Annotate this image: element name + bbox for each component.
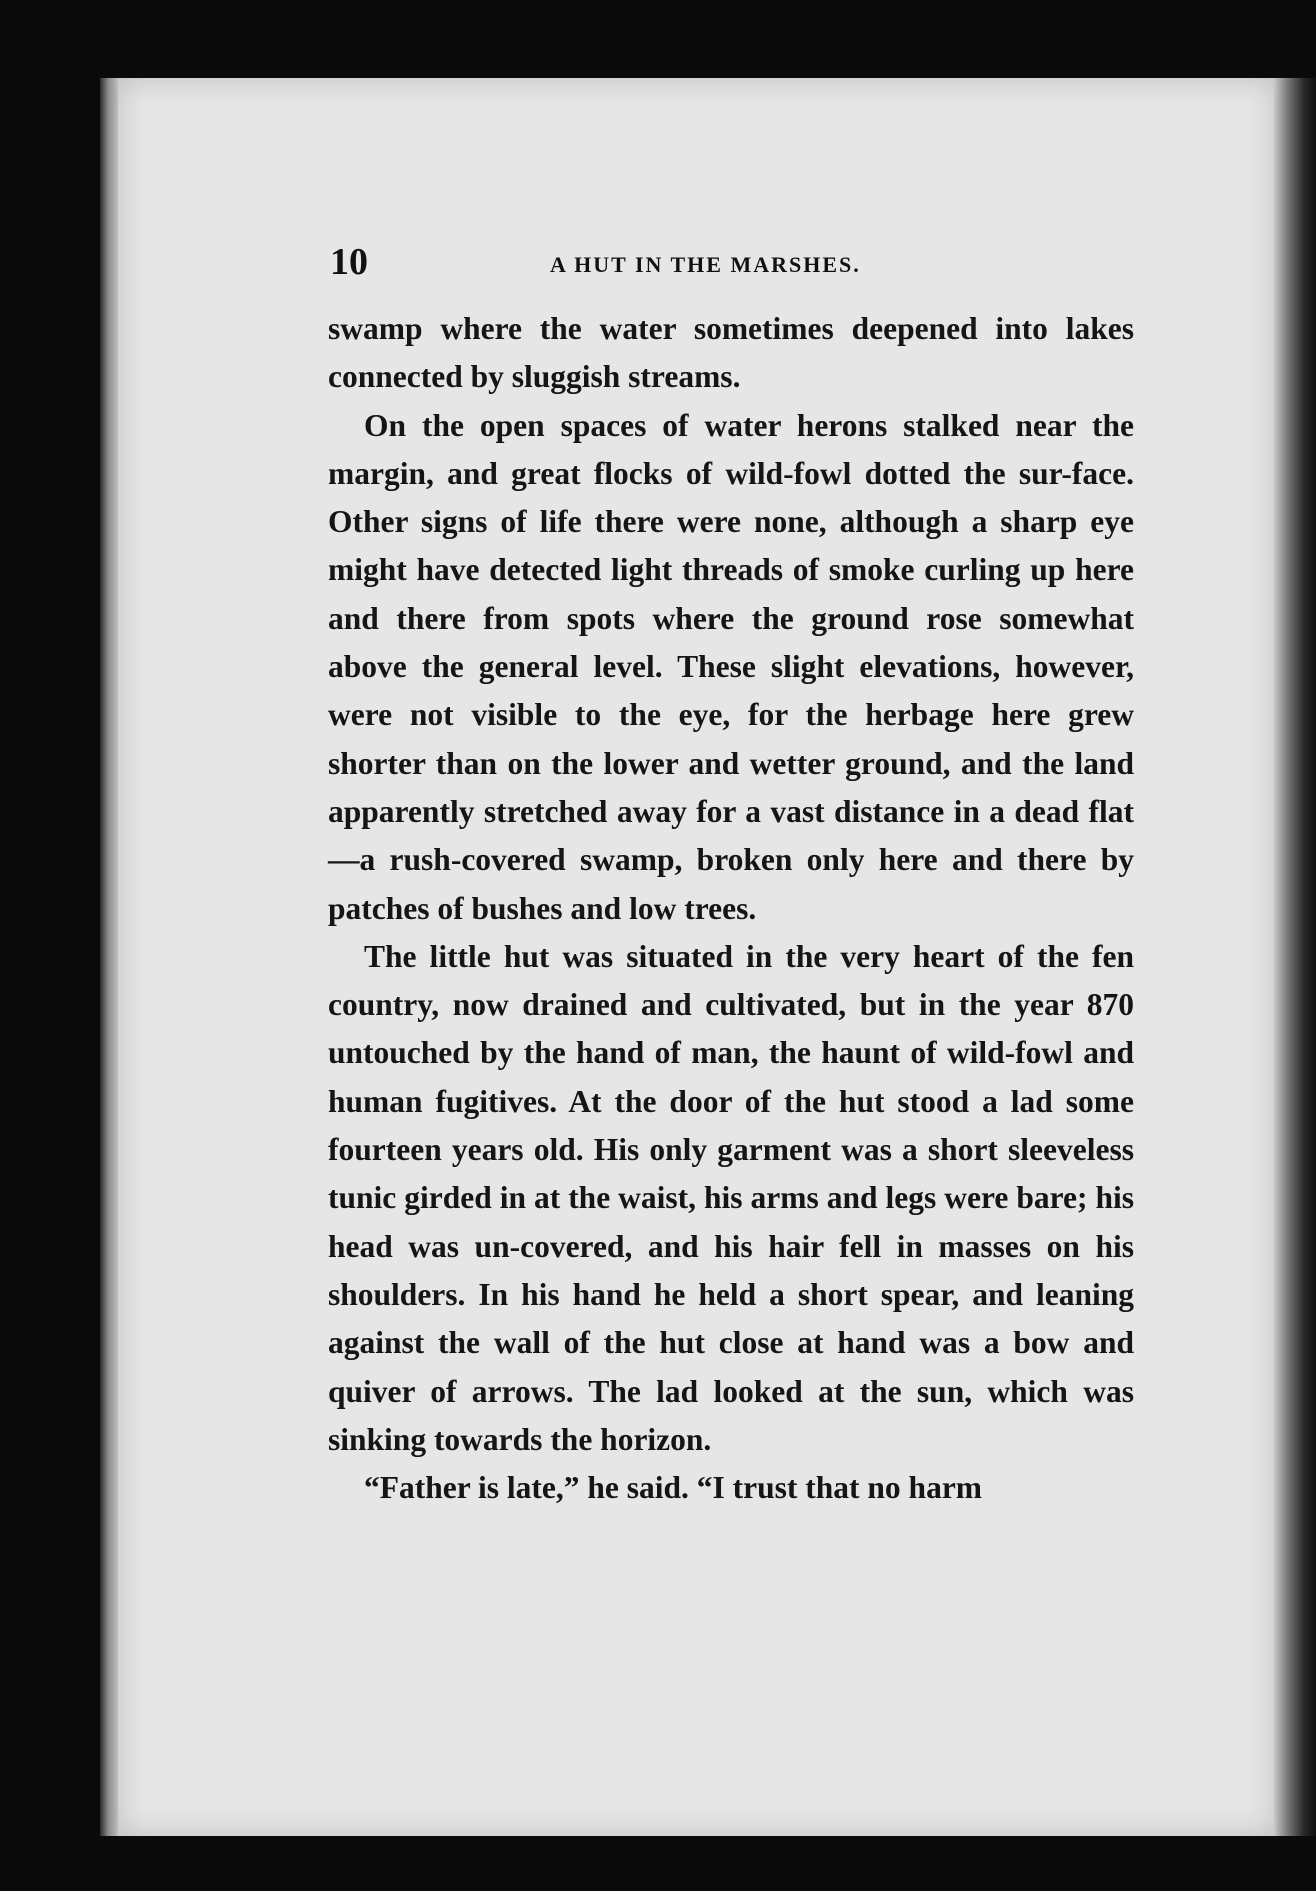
- page-header: [330, 240, 1130, 290]
- page-number: 10: [330, 241, 368, 283]
- page-edge-left: [100, 78, 120, 1836]
- paragraph-2: On the open spaces of water herons stalked near the margin, and great flocks of wild-fowl dotted the sur-face. Other signs of life there were none, although a sharp eye might have detected light threads of smoke curling up here and there from spots where the ground rose somewhat above the general level. These slight elevations, however, were not visible to the eye, for the herbage here grew shorter than on the lower and wetter ground, and the land apparently stretched away for a vast distance in a dead flat—a rush-covered swamp, broken only here and there by patches of bushes and low trees.: [328, 407, 1134, 926]
- body-text: [328, 305, 1134, 1512]
- paragraph-4: “Father is late,” he said. “I trust that no harm: [364, 1470, 983, 1506]
- paragraph-3: The little hut was situated in the very heart of the fen country, now drained and cultivated, but in the year 870 untouched by the hand of man, the haunt of wild-fowl and human fugitives. At the door of the hut stood a lad some fourteen years old. His only garment was a short sleeveless tunic girded in at the waist, his arms and legs were bare; his head was un-covered, and his hair fell in masses on his shoulders. In his hand he held a short spear, and leaning against the wall of the hut close at hand was a bow and quiver of arrows. The lad looked at the sun, which was sinking towards the horizon.: [328, 938, 1134, 1457]
- paragraph-1: swamp where the water sometimes deepened into lakes connected by sluggish streams.: [328, 311, 1134, 395]
- page-edge-right: [1274, 78, 1316, 1836]
- running-title: A HUT IN THE MARSHES.: [550, 252, 861, 277]
